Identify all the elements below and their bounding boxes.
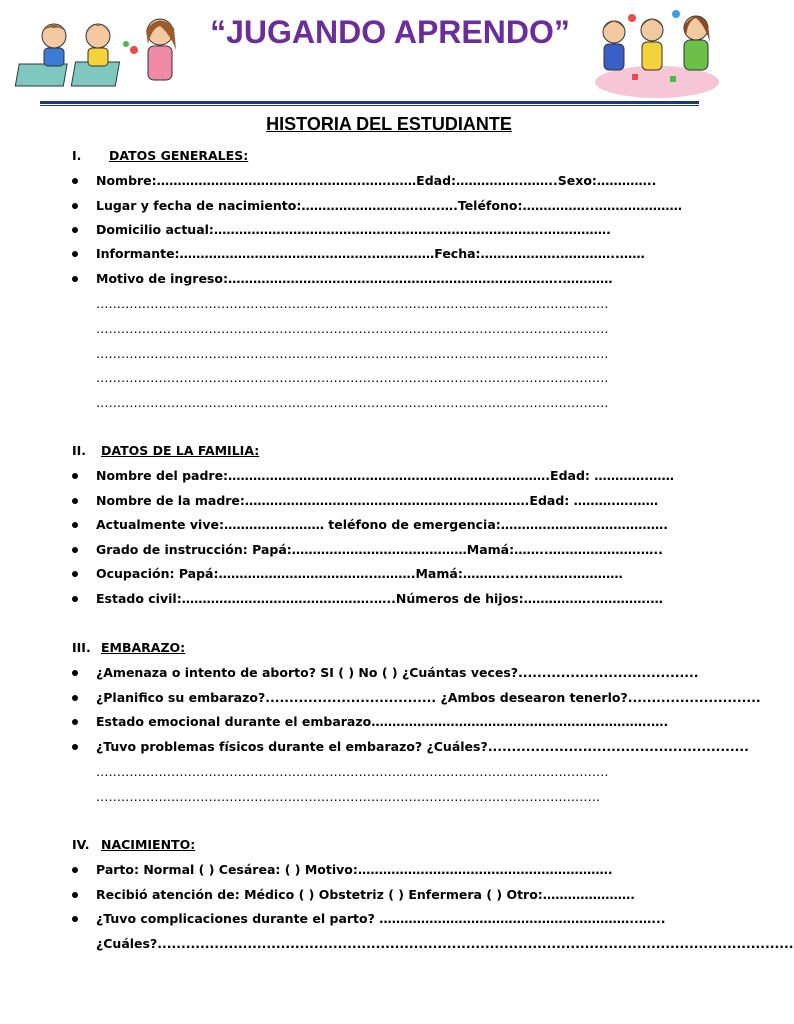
field-nombre[interactable]: Nombre:………………………………………….…….……Edad:…………….……..Sexo:…………..	[96, 173, 657, 188]
field-estado-emocional[interactable]: Estado emocional durante el embarazo………………………………………………………….….	[96, 714, 669, 729]
field-amenaza-aborto[interactable]: ¿Amenaza o intento de aborto? SI ( ) No ( ) ¿Cuántas veces?......................................	[96, 665, 699, 680]
bullet	[72, 547, 78, 553]
field-parto[interactable]: Parto: Normal ( ) Cesárea: ( ) Motivo:…………………………………………………….	[96, 862, 613, 877]
bullet	[72, 227, 78, 233]
bullet	[72, 916, 78, 922]
section-title: DATOS GENERALES:	[109, 148, 249, 163]
field-problemas-fisicos[interactable]: ¿Tuvo problemas físicos durante el embarazo? ¿Cuáles?.......................................................	[96, 739, 749, 754]
header-divider-thin	[40, 105, 699, 106]
section-heading-datos-generales	[72, 148, 248, 163]
writing-line[interactable]: ………………………………………………………………………………………………….………	[96, 789, 600, 804]
bullet	[72, 695, 78, 701]
bullet	[72, 498, 78, 504]
field-complicaciones-parto[interactable]: ¿Tuvo complicaciones durante el parto? ……………………………………………………..…...	[96, 911, 666, 926]
bullet	[72, 251, 78, 257]
field-actualmente-vive[interactable]: Actualmente vive:…………………… teléfono de emergencia:………………………………….	[96, 517, 668, 532]
field-informante[interactable]: Informante:……………………………………….……………Fecha:……………….…………..……	[96, 246, 645, 261]
header-divider	[40, 101, 699, 104]
bullet	[72, 719, 78, 725]
field-nombre-madre[interactable]: Nombre de la madre:…………………………………………….…………….Edad: ……….….……	[96, 493, 659, 508]
bullet	[72, 596, 78, 602]
section-number: II.	[72, 443, 87, 458]
writing-line[interactable]: ……………………………………………………………………………………………………………	[96, 395, 609, 410]
bullet	[72, 276, 78, 282]
children-playing-illustration-left	[26, 14, 186, 94]
bullet	[72, 571, 78, 577]
bullet	[72, 744, 78, 750]
field-estado-civil[interactable]: Estado civil:……………………………………….…..Números de hijos:……………..………….…	[96, 591, 663, 606]
bullet	[72, 670, 78, 676]
writing-line[interactable]: ……………………………………………………………………………………………………………	[96, 764, 609, 779]
field-lugar-fecha-nacimiento[interactable]: Lugar y fecha de nacimiento:……………………….…..….Teléfono:……………..…………………	[96, 198, 682, 213]
children-playing-illustration-right	[592, 4, 722, 98]
section-title: EMBARAZO:	[101, 640, 186, 655]
writing-line[interactable]: ……………………………………………………………………………………………………………	[96, 346, 609, 361]
section-heading-datos-familia	[72, 443, 259, 458]
bullet	[72, 522, 78, 528]
bullet	[72, 892, 78, 898]
bullet	[72, 203, 78, 209]
section-number: I.	[72, 148, 82, 163]
section-title: DATOS DE LA FAMILIA:	[101, 443, 260, 458]
field-motivo-ingreso[interactable]: Motivo de ingreso:……………………………………………………………………..…………	[96, 271, 613, 286]
document-title: HISTORIA DEL ESTUDIANTE	[266, 114, 512, 134]
field-ocupacion[interactable]: Ocupación: Papá:……………………………….……….Mamá:……….........…….…………	[96, 566, 623, 581]
field-planifico-embarazo[interactable]: ¿Planifico su embarazo?.................................... ¿Ambos desearon tenerlo?............................	[96, 690, 761, 705]
writing-line[interactable]: ……………………………………………………………………………………………………………	[96, 296, 609, 311]
bullet	[72, 473, 78, 479]
field-domicilio[interactable]: Domicilio actual:…………………………………………………………………….…………….	[96, 222, 611, 237]
section-heading-embarazo	[72, 640, 185, 655]
field-atencion[interactable]: Recibió atención de: Médico ( ) Obstetriz ( ) Enfermera ( ) Otro:………………….	[96, 887, 636, 902]
section-heading-nacimiento	[72, 837, 195, 852]
section-title: NACIMIENTO:	[101, 837, 196, 852]
bullet	[72, 867, 78, 873]
banner-title: “JUGANDO APRENDO”	[210, 14, 570, 50]
field-grado-instruccion[interactable]: Grado de instrucción: Papá:……………………………………Mamá:……..………………….…..	[96, 542, 663, 557]
writing-line[interactable]: ……………………………………………………………………………………………………………	[96, 370, 609, 385]
bullet	[72, 178, 78, 184]
field-nombre-padre[interactable]: Nombre del padre:……………………………………………………….………….Edad: ………….……	[96, 468, 675, 483]
writing-line[interactable]: ……………………………………………………………………………………………………………	[96, 321, 609, 336]
section-number: III.	[72, 640, 91, 655]
section-number: IV.	[72, 837, 90, 852]
field-cuales[interactable]: ¿Cuáles?......................................................................................................................................	[96, 936, 794, 951]
